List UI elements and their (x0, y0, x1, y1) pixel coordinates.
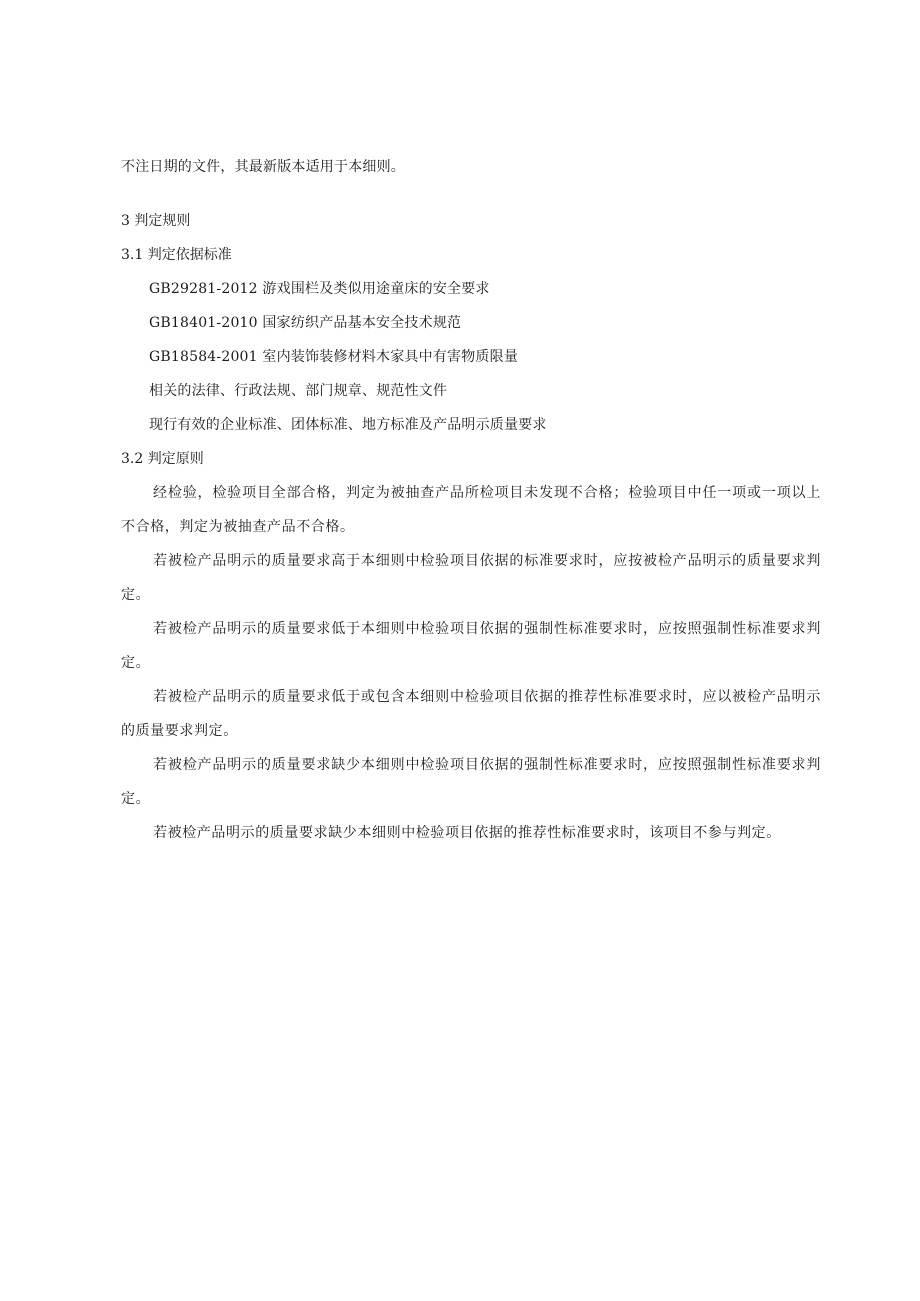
section-3-1-heading: 3.1 判定依据标准 (121, 247, 232, 263)
standard-item: 现行有效的企业标准、团体标准、地方标准及产品明示质量要求 (149, 417, 547, 433)
standard-item: GB18401-2010 国家纺织产品基本安全技术规范 (149, 315, 462, 331)
section-3-2-heading: 3.2 判定原则 (121, 451, 204, 467)
principle-paragraph: 若被检产品明示的质量要求缺少本细则中检验项目依据的强制性标准要求时，应按照强制性标准要求判定。 (121, 757, 821, 807)
principle-paragraph: 经检验，检验项目全部合格，判定为被抽查产品所检项目未发现不合格；检验项目中任一项或一项以上不合格，判定为被抽查产品不合格。 (121, 485, 821, 535)
intro-line: 不注日期的文件，其最新版本适用于本细则。 (121, 159, 405, 175)
standard-item: GB29281-2012 游戏围栏及类似用途童床的安全要求 (149, 281, 490, 297)
document-body (121, 150, 821, 850)
standard-item: GB18584-2001 室内装饰装修材料木家具中有害物质限量 (149, 349, 519, 365)
principle-paragraph: 若被检产品明示的质量要求高于本细则中检验项目依据的标准要求时，应按被检产品明示的质量要求判定。 (121, 553, 821, 603)
standard-item: 相关的法律、行政法规、部门规章、规范性文件 (149, 383, 448, 399)
section-3-heading: 3 判定规则 (121, 213, 191, 229)
principle-paragraph: 若被检产品明示的质量要求低于或包含本细则中检验项目依据的推荐性标准要求时，应以被检产品明示的质量要求判定。 (121, 689, 821, 739)
principle-paragraph: 若被检产品明示的质量要求缺少本细则中检验项目依据的推荐性标准要求时，该项目不参与判定。 (153, 825, 781, 841)
principle-paragraph: 若被检产品明示的质量要求低于本细则中检验项目依据的强制性标准要求时，应按照强制性标准要求判定。 (121, 621, 821, 671)
